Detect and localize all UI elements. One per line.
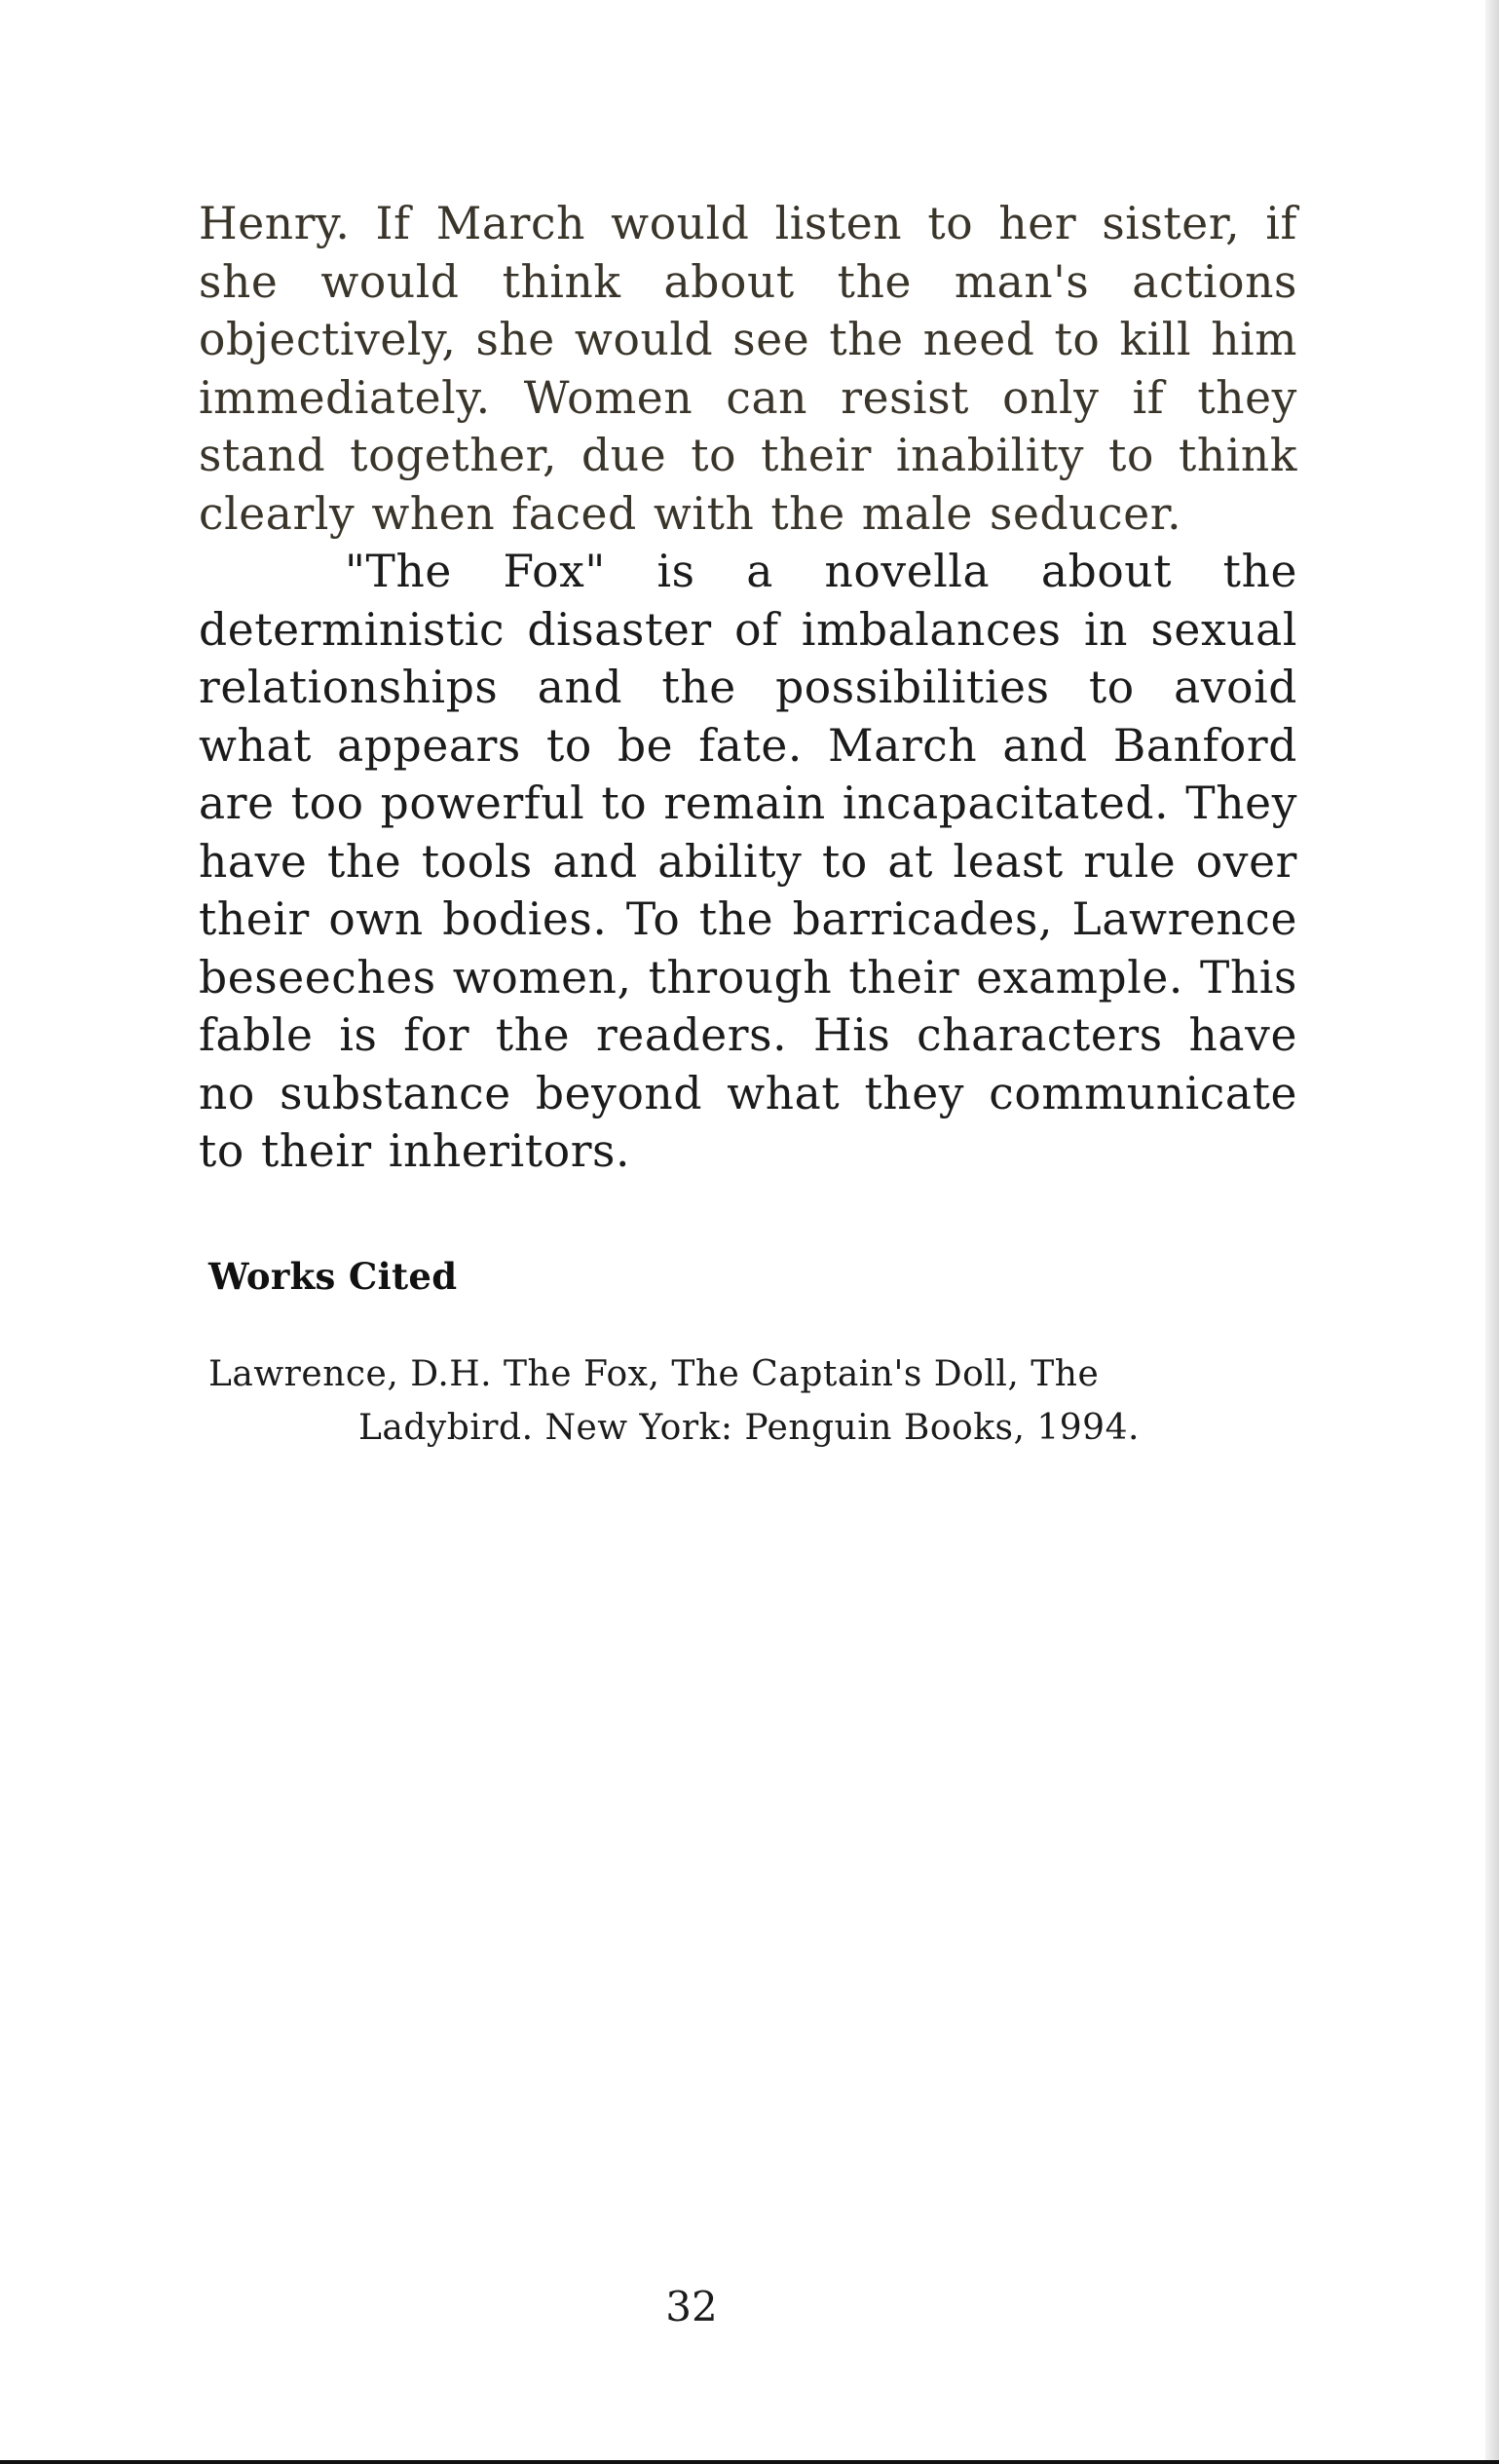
scan-edge [1485, 0, 1499, 2464]
body-text [199, 195, 1297, 1181]
citation-entry: Lawrence, D.H. The Fox, The Captain's Doll, The Ladybird. New York: Penguin Books, 1994. [208, 1354, 1140, 1448]
works-cited-heading: Works Cited [208, 1255, 458, 1298]
page-number: 32 [665, 2283, 718, 2331]
paragraph: "The Fox" is a novella about the deterministic disaster of imbalances in sexual relationships and the possibilities to avoid what appears to be fate. March and Banford are too powerful to remain incapacitated. They have the tools and ability to at least rule over their own bodies. To the barricades, Lawrence beseeches women, through their example. This fable is for the readers. His characters have no substance beyond what they communicate to their inheritors. [199, 546, 1297, 1177]
scan-edge [0, 2460, 1499, 2464]
paragraph: Henry. If March would listen to her sister, if she would think about the man's actions objectively, she would see the need to kill him immediately. Women can resist only if they stand together, due to their inability to think clearly when faced with the male seducer. [199, 198, 1297, 540]
